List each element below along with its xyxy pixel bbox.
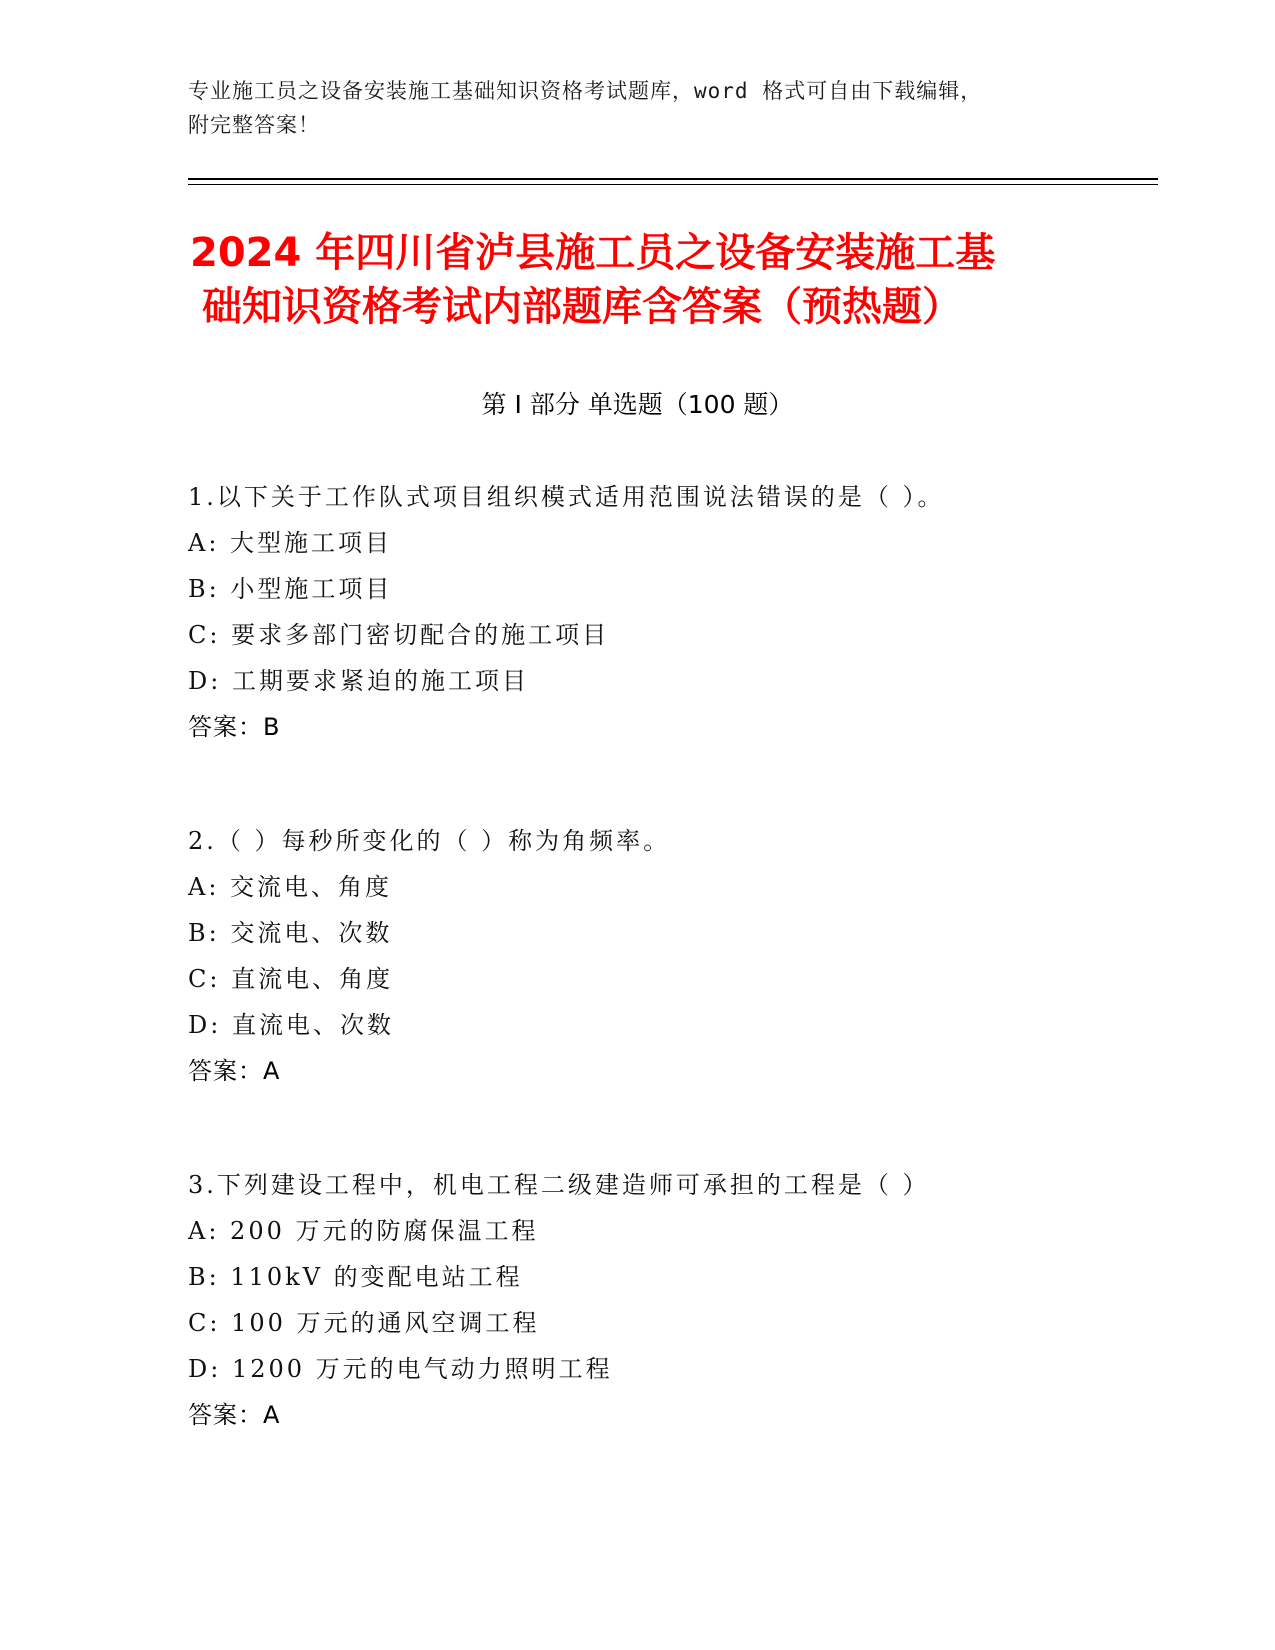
document-title [190,226,1090,334]
question-1 [188,474,1148,750]
header-rule-thick [188,178,1158,180]
question-stem: 1.以下关于工作队式项目组织模式适用范围说法错误的是（ ）。 [188,483,945,511]
answer: 答案：A [188,1401,281,1429]
option-c: C: 直流电、角度 [188,965,394,993]
option-a: A: 大型施工项目 [188,529,393,557]
option-c: C: 100 万元的通风空调工程 [188,1309,540,1337]
header-rule-thin [188,184,1158,185]
section-heading: 第 I 部分 单选题（100 题） [481,390,794,419]
question-2 [188,818,1148,1094]
option-b: B: 小型施工项目 [188,575,393,603]
option-b: B: 交流电、次数 [188,919,393,947]
header-note-line1: 专业施工员之设备安装施工基础知识资格考试题库，word 格式可自由下载编辑， [188,79,983,103]
question-3 [188,1162,1148,1438]
document-title-line2: 础知识资格考试内部题库含答案（预热题） [202,284,962,330]
header-note-line2: 附完整答案！ [188,113,320,137]
answer: 答案：A [188,1057,281,1085]
header-note [188,74,1088,142]
option-a: A: 200 万元的防腐保温工程 [188,1217,539,1245]
option-b: B: 110kV 的变配电站工程 [188,1263,523,1291]
answer: 答案：B [188,713,281,741]
question-stem: 3.下列建设工程中，机电工程二级建造师可承担的工程是（ ） [188,1171,930,1199]
option-c: C: 要求多部门密切配合的施工项目 [188,621,610,649]
option-d: D: 工期要求紧迫的施工项目 [188,667,529,695]
option-d: D: 直流电、次数 [188,1011,394,1039]
option-d: D: 1200 万元的电气动力照明工程 [188,1355,613,1383]
option-a: A: 交流电、角度 [188,873,393,901]
question-list [188,474,1148,1506]
document-title-line1: 2024 年四川省泸县施工员之设备安装施工基 [190,230,996,276]
question-stem: 2.（ ）每秒所变化的（ ）称为角频率。 [188,827,671,855]
